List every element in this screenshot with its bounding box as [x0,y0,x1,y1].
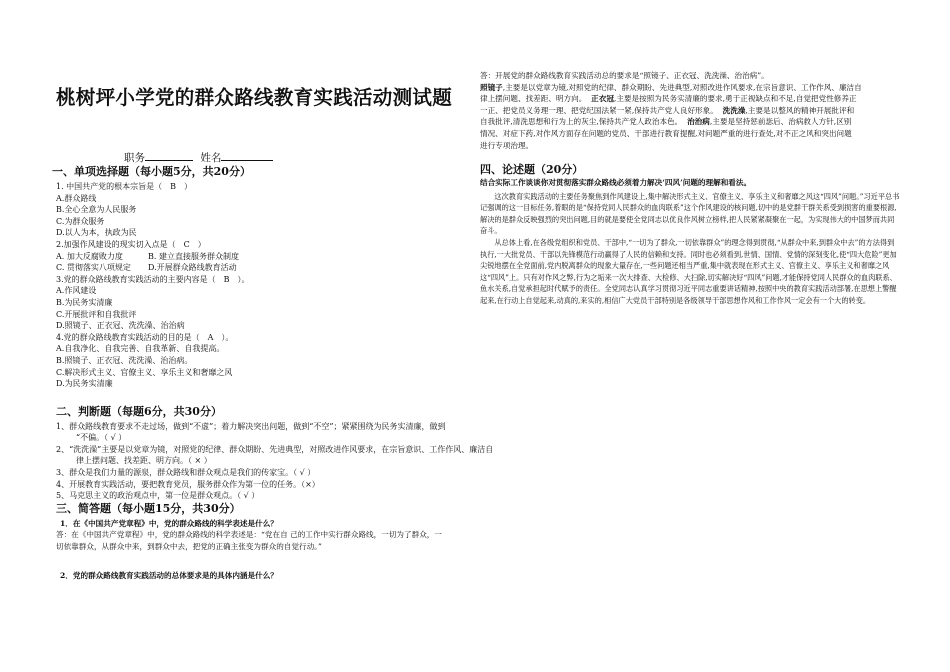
answer-text: ,主要是以党章为镜,对照党的纪律、群众期盼、先进典型,对照改进作风要求,在宗旨意识、工作作风、廉洁自 [502,82,862,92]
judgment-text: 2、“洗洗澡”主要是以党章为镜，对照党的纪律、群众期盼、先进典型，对照改进作风要求，在宗旨意识、工作作风、廉洁自 [56,444,494,454]
option: A. 加大反腐败力度 [56,251,123,261]
judgment-item: 4、开展教育实践活动，要把教育党员，服务群众作为第一位的任务。（×） [56,479,320,489]
option: B.全心全意为人民服务 [56,205,137,215]
option: C.为群众服务 [56,216,105,226]
keyword-bath: 洗洗澡 [722,105,746,115]
question-stem: 1. 中国共产党的根本宗旨是（ B ） [56,182,193,191]
short-answer-1-line1: 答：在《中国共产党章程》中，党的群众路线的科学表述是：“党在自 己的工作中实行群众路线，一切为了群众，一 [56,530,442,540]
keyword-correct-clothes: 正衣冠 [591,94,614,104]
option: C.解决形式主义、官僚主义、享乐主义和奢靡之风 [56,367,233,377]
keyword-cure: 治治病 [687,117,710,127]
answer-text: ,主要是坚持惩前毖后、治病救人方针,区别 [709,117,852,127]
option: B.照镜子、正衣冠、洗洗澡、治治病。 [56,355,193,365]
section-4-heading: 四、论述题（20分） [480,163,584,177]
option: A.群众路线 [56,193,97,203]
question-1 [56,181,470,239]
judgment-text: 1、群众路线教育要求不走过场，做到“不虚”；着力解决突出问题，做到“不空”；紧紧围绕为民务实清廉，做到 [56,421,446,431]
option: B.为民务实清廉 [56,297,113,307]
header-fields [56,150,470,165]
judgment-item: 5、马克思主义的政治观点中，第一位是群众观点。（ √ ） [56,491,260,501]
question-stem: 2.加强作风建设的现实切入点是（ C ） [56,239,206,249]
essay-question: 结合实际工作谈谈你对贯彻落实群众路线必须着力解决‘四风’问题的理解和看法。 [480,178,752,188]
answer-text: 律上摆问题、找差距、明方向。 [480,94,587,104]
option: B. 建立直接服务群众制度 [148,251,239,261]
answer-line: 进行专项治理。 [480,140,534,150]
option: D.以人为本，执政为民 [56,228,137,238]
job-label: 职务 [124,152,145,164]
question-stem: 3.党的群众路线教育实践活动的主要内容是（ B ）。 [56,274,250,284]
section-1-heading: 一、单项选择题（每小题5分，共20分） [52,165,251,178]
judgment-item [56,421,470,444]
left-column [52,86,494,581]
option: D.开展群众路线教育活动 [148,263,237,273]
answer-text: 一正、把党员义务理一理、把党纪国法紧一紧,保持共产党人良好形象。 [480,105,718,115]
question-2 [56,239,470,274]
judgment-text-cont: “不偏。（ √ ） [76,433,127,443]
answer-text: ,主要是以整风的精神开展批评和 [745,105,855,115]
judgment-list [56,421,494,502]
right-column [480,70,900,307]
short-question-1: 1．在《中国共产党章程》中，党的群众路线的科学表述是什么？ [60,518,278,528]
option: C. 贯彻落实八项规定 [56,263,131,273]
option-row [56,251,470,263]
option-row [56,262,470,274]
short-question-2: 2．党的群众路线教育实践活动的总体要求是的具体内涵是什么？ [60,571,278,581]
answer-line [480,82,900,94]
essay-paragraph-1: 这次教育实践活动的主要任务聚焦到作风建设上,集中解决形式主义、官僚主义、享乐主义和奢靡之风这“四风”问题。”习近平总书记强调的这一目标任务,着眼的是“保持党同人民群众的血肉联系”这个作风建设的核问题,切中的是党群干群关系受到损害的重要根源,解决的是群众反映强烈的突出问题,目的就是要使全党同志以优良作风树立榜样,把人民紧紧凝聚在一起，为实现伟大的中国梦而共同奋斗。 [480,191,900,236]
option: C.开展批评和自我批评 [56,309,137,319]
option: A.作风建设 [56,286,97,296]
judgment-text-cont: 律上摆问题、找差距、明方向。（ × ） [76,456,212,466]
judgment-item [56,444,494,467]
answer-line [480,105,900,117]
judgment-item: 3、群众是我们力量的源泉，群众路线和群众观点是我们的传家宝。（ √ ） [56,468,316,478]
essay-paragraph-2: 从总体上看,在各级党组织和党员、干部中,“一切为了群众,一切依靠群众”的理念得到贯彻,“从群众中来,到群众中去”的方法得到执行,一大批党员、干部以先锋模范行动赢得了人民的信赖和支持。同时也必须看到,世情、国情、党情的深刻变化,使“四大危险”更加尖锐地摆在全党面前,党内脱离群众的现象大量存在,一些问题还相当严重,集中就表现在形式主义、官僚主义、享乐主义和奢靡之风这“四风”上。只有对作风之弊,行为之垢来一次大排查、大检修、大扫除,切实解决好“四风”问题,才能保持党同人民群众的血肉联系、鱼水关系,自觉承担起时代赋予的责任。全党同志认真学习贯彻习近平同志重要讲话精神,按照中央的教育实践活动部署,在思想上警醒起来,在行动上自觉起来,动真的,来实的,相信广大党员干部特别是各级领导干部思想作风和工作作风一定会有一个大的转变。 [480,237,897,305]
keyword-mirror: 照镜子 [480,82,503,92]
option: D.为民务实清廉 [56,379,113,389]
question-stem: 4.党的群众路线教育实践活动的目的是（ A ）。 [56,332,234,342]
answer-text: 自我批评,清洗思想和行为上的灰尘,保持共产党人政治本色。 [480,117,683,127]
short-answer-2 [480,70,900,151]
section-3-heading: 三、简答题（每小题15分，共30分） [56,501,241,515]
answer-line [480,93,900,105]
name-label: 姓名 [200,152,222,164]
name-blank[interactable] [221,150,273,161]
document-title: 桃树坪小学党的群众路线教育实践活动测试题 [56,86,453,109]
option: D.照镜子、正衣冠、洗洗澡、治治病 [56,321,185,331]
answer-text: ,主要是按照为民务实清廉的要求,勇于正视缺点和不足,自觉把党性修养正 [613,94,857,104]
answer-line: 情况、对症下药,对作风方面存在问题的党员、干部进行教育提醒,对问题严重的进行查处,对不正之风和突出问题 [480,128,852,138]
short-answer-1-line2: 切依靠群众，从群众中来，到群众中去，把党的正确主张变为群众的自觉行动。” [56,541,322,551]
section-2-heading: 二、判断题（每题6分，共30分） [56,404,222,418]
answer-line [480,116,900,128]
job-blank[interactable] [145,150,193,161]
answer-line: 答：开展党的群众路线教育实践活动总的要求是“照镜子、正衣冠、洗洗澡、治治病”。 [480,71,769,80]
option: A.自我净化、自我完善、自我革新、自我提高。 [56,344,225,354]
question-3 [56,274,470,332]
question-4 [56,332,470,390]
